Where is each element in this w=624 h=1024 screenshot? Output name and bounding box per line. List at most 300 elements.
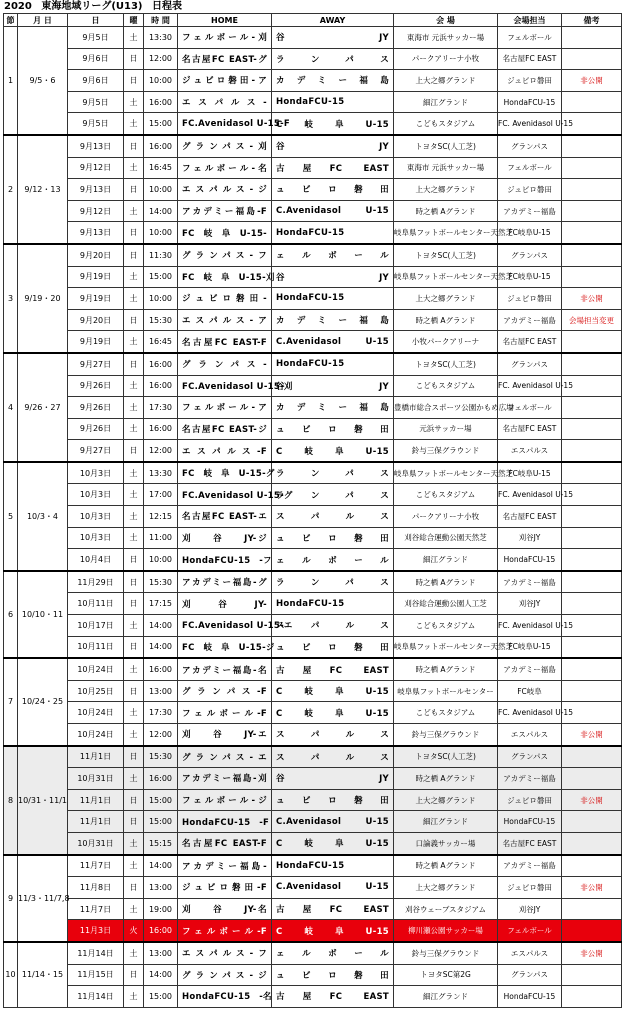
remarks [562, 506, 622, 528]
remarks [562, 353, 622, 375]
match-time: 15:00 [144, 113, 178, 135]
remarks [562, 832, 622, 854]
table-row [4, 898, 622, 920]
match-time: 13:30 [144, 462, 178, 484]
table-row [4, 179, 622, 201]
match-time: 14:00 [144, 964, 178, 986]
away-team: C 岐 阜 U-15 [272, 680, 394, 702]
away-team: カデミー福島 [272, 397, 394, 419]
match-date: 10月3日 [68, 527, 124, 549]
home-team: グランパス- [178, 353, 272, 375]
match-date: 11月7日 [68, 855, 124, 877]
venue: トヨタSC(人工芝) [394, 353, 498, 375]
match-weekday: 土 [124, 506, 144, 528]
table-row [4, 636, 622, 658]
remarks [562, 920, 622, 942]
round-number: 9 [4, 855, 18, 942]
away-team: C.Avenidasol U-15 [272, 811, 394, 833]
remarks [562, 91, 622, 113]
match-time: 15:15 [144, 832, 178, 854]
home-team: グランパス-ジ [178, 964, 272, 986]
venue: 東海市 元浜サッカー場 [394, 157, 498, 179]
round-number: 5 [4, 462, 18, 571]
venue: こどもスタジアム [394, 615, 498, 637]
match-weekday: 日 [124, 964, 144, 986]
match-time: 16:00 [144, 91, 178, 113]
away-team: ュビロ磐田 [272, 636, 394, 658]
match-weekday: 土 [124, 27, 144, 49]
home-team: アカデミー福島-名 [178, 658, 272, 680]
match-date: 9月12日 [68, 157, 124, 179]
table-row [4, 418, 622, 440]
match-date: 10月25日 [68, 680, 124, 702]
away-team: スパルス [272, 506, 394, 528]
venue-manager: HondaFCU-15 [498, 91, 562, 113]
home-team: HondaFCU-15 -フ [178, 549, 272, 571]
venue: 元浜サッカー場 [394, 418, 498, 440]
match-time: 17:30 [144, 397, 178, 419]
away-team: HondaFCU-15 [272, 288, 394, 310]
match-weekday: 土 [124, 898, 144, 920]
venue: 岐阜県フットボールセンター天然芝 [394, 266, 498, 288]
table-row [4, 113, 622, 135]
match-time: 14:00 [144, 615, 178, 637]
venue: 時之栖 Aグランド [394, 658, 498, 680]
home-team: FC.Avenidasol U-15-グ [178, 484, 272, 506]
table-row [4, 157, 622, 179]
match-time: 16:00 [144, 418, 178, 440]
match-time: 16:00 [144, 353, 178, 375]
round-number: 7 [4, 658, 18, 745]
home-team: グランパス-F [178, 680, 272, 702]
venue-manager: 名古屋FC EAST [498, 506, 562, 528]
home-team: FC 岐 阜 U-15-グ [178, 462, 272, 484]
table-row [4, 484, 622, 506]
home-team: 名古屋FC EAST-エ [178, 506, 272, 528]
venue-manager: アカデミー福島 [498, 768, 562, 790]
venue: 豊橋市総合スポーツ公園かもめ広場 [394, 397, 498, 419]
match-date: 9月5日 [68, 113, 124, 135]
match-weekday: 日 [124, 309, 144, 331]
venue-manager: 刈谷JY [498, 593, 562, 615]
match-date: 11月15日 [68, 964, 124, 986]
venue-manager: アカデミー福島 [498, 309, 562, 331]
home-team: 名古屋FC EAST-F [178, 331, 272, 353]
venue-manager: 刈谷JY [498, 898, 562, 920]
header-cell: 曜 [124, 14, 144, 27]
table-row [4, 353, 622, 375]
match-weekday: 日 [124, 636, 144, 658]
header-cell: 節 [4, 14, 18, 27]
home-team: エスパルス-ア [178, 309, 272, 331]
home-team: 刈 谷 JY-ジ [178, 527, 272, 549]
match-date: 9月19日 [68, 266, 124, 288]
match-weekday: 土 [124, 397, 144, 419]
away-team: カデミー福島 [272, 70, 394, 92]
home-team: エスパルス-フ [178, 942, 272, 964]
schedule-table [3, 13, 622, 1008]
venue-manager: グランパス [498, 353, 562, 375]
match-date: 10月4日 [68, 549, 124, 571]
match-weekday: 日 [124, 789, 144, 811]
round-number: 10 [4, 942, 18, 1007]
home-team: フェルボール-刈 [178, 27, 272, 49]
match-date: 9月20日 [68, 309, 124, 331]
match-time: 12:15 [144, 506, 178, 528]
home-team: HondaFCU-15 -F [178, 811, 272, 833]
remarks [562, 811, 622, 833]
match-date: 9月13日 [68, 135, 124, 157]
table-row [4, 309, 622, 331]
venue: 細江グランド [394, 986, 498, 1008]
remarks [562, 636, 622, 658]
table-row [4, 724, 622, 746]
table-row [4, 375, 622, 397]
remarks [562, 266, 622, 288]
table-row [4, 832, 622, 854]
round-dates: 10/3・4 [18, 462, 68, 571]
remarks [562, 331, 622, 353]
match-time: 13:00 [144, 680, 178, 702]
match-date: 10月3日 [68, 462, 124, 484]
match-time: 11:00 [144, 527, 178, 549]
match-date: 11月14日 [68, 942, 124, 964]
match-time: 10:00 [144, 222, 178, 244]
match-date: 10月24日 [68, 702, 124, 724]
venue: 鈴与三保グラウンド [394, 724, 498, 746]
round-dates: 9/26・27 [18, 353, 68, 462]
match-time: 15:00 [144, 986, 178, 1008]
match-time: 15:00 [144, 266, 178, 288]
home-team: 刈 谷 JY- [178, 593, 272, 615]
remarks [562, 898, 622, 920]
match-date: 10月11日 [68, 636, 124, 658]
home-team: 名古屋FC EAST-F [178, 832, 272, 854]
venue: 東海市 元浜サッカー場 [394, 27, 498, 49]
away-team: 谷 JY [272, 266, 394, 288]
away-team: C.Avenidasol U-15 [272, 200, 394, 222]
venue: 刈谷総合運動公園天然芝 [394, 527, 498, 549]
match-date: 10月31日 [68, 768, 124, 790]
home-team: グランパス-エ [178, 746, 272, 768]
remarks [562, 222, 622, 244]
page-title [4, 0, 188, 13]
match-time: 10:00 [144, 179, 178, 201]
away-team: スパルス [272, 746, 394, 768]
match-weekday: 土 [124, 986, 144, 1008]
home-team: フェルボール-F [178, 702, 272, 724]
match-weekday: 土 [124, 615, 144, 637]
away-team: C 岐 阜 U-15 [272, 702, 394, 724]
home-team: FC.Avenidasol U-15-刈 [178, 375, 272, 397]
home-team: アカデミー福島- [178, 855, 272, 877]
remarks [562, 986, 622, 1008]
table-row [4, 222, 622, 244]
table-row [4, 615, 622, 637]
home-team: アカデミー福島-F [178, 200, 272, 222]
header-cell: AWAY [272, 14, 394, 27]
home-team: HondaFCU-15 -名 [178, 986, 272, 1008]
venue: 柳川瀬公園サッカー場 [394, 920, 498, 942]
match-weekday: 土 [124, 418, 144, 440]
remarks [562, 48, 622, 70]
remarks [562, 571, 622, 593]
match-weekday: 土 [124, 855, 144, 877]
table-row [4, 397, 622, 419]
round-dates: 9/19・20 [18, 244, 68, 353]
match-date: 9月26日 [68, 397, 124, 419]
header-cell: 備考 [562, 14, 622, 27]
venue-manager: FC. Avenidasol U-15 [498, 375, 562, 397]
away-team: 谷 JY [272, 135, 394, 157]
table-row [4, 746, 622, 768]
away-team: C 岐 阜 U-15 [272, 832, 394, 854]
home-team: ジュビロ磐田-ア [178, 70, 272, 92]
venue-manager: ジュビロ磐田 [498, 789, 562, 811]
match-time: 16:45 [144, 157, 178, 179]
venue-manager: エスパルス [498, 724, 562, 746]
match-weekday: 日 [124, 811, 144, 833]
match-time: 15:30 [144, 746, 178, 768]
match-time: 15:30 [144, 571, 178, 593]
venue: 刈谷ウェーブスタジアム [394, 898, 498, 920]
away-team: C 岐 阜 U-15 [272, 440, 394, 462]
table-row [4, 877, 622, 899]
away-team: C 岐 阜 U-15 [272, 113, 394, 135]
table-row [4, 266, 622, 288]
remarks: 非公開 [562, 70, 622, 92]
venue-manager: FC. Avenidasol U-15 [498, 615, 562, 637]
match-time: 19:00 [144, 898, 178, 920]
table-row [4, 527, 622, 549]
venue-manager: 名古屋FC EAST [498, 832, 562, 854]
venue: 時之栖 Aグランド [394, 309, 498, 331]
venue-manager: 名古屋FC EAST [498, 331, 562, 353]
away-team: 古屋FC EAST [272, 986, 394, 1008]
match-date: 10月24日 [68, 658, 124, 680]
table-row [4, 789, 622, 811]
table-row [4, 331, 622, 353]
match-weekday: 日 [124, 48, 144, 70]
remarks: 非公開 [562, 942, 622, 964]
match-date: 9月5日 [68, 91, 124, 113]
remarks: 会場担当変更 [562, 309, 622, 331]
venue: 時之栖 Aグランド [394, 571, 498, 593]
home-team: 名古屋FC EAST-グ [178, 48, 272, 70]
away-team: スパルス [272, 724, 394, 746]
round-number: 3 [4, 244, 18, 353]
round-dates: 9/12・13 [18, 135, 68, 244]
match-time: 17:00 [144, 484, 178, 506]
venue-manager: エスパルス [498, 440, 562, 462]
match-date: 9月26日 [68, 418, 124, 440]
match-date: 11月14日 [68, 986, 124, 1008]
away-team: HondaFCU-15 [272, 222, 394, 244]
table-row [4, 48, 622, 70]
match-time: 13:30 [144, 27, 178, 49]
away-team: ュビロ磐田 [272, 964, 394, 986]
match-weekday: 土 [124, 942, 144, 964]
match-time: 12:00 [144, 48, 178, 70]
match-date: 11月7日 [68, 898, 124, 920]
venue: 細江グランド [394, 91, 498, 113]
match-time: 10:00 [144, 70, 178, 92]
table-row [4, 942, 622, 964]
home-team: エスパルス- [178, 91, 272, 113]
table-row [4, 964, 622, 986]
venue: 鈴与三保グラウンド [394, 440, 498, 462]
venue-manager: FC岐阜U-15 [498, 222, 562, 244]
venue: パークアリーナ小牧 [394, 48, 498, 70]
venue: 岐阜県フットボールセンター天然芝 [394, 636, 498, 658]
round-dates: 10/24・25 [18, 658, 68, 745]
venue: こどもスタジアム [394, 113, 498, 135]
away-team: C.Avenidasol U-15 [272, 331, 394, 353]
match-weekday: 土 [124, 724, 144, 746]
remarks [562, 157, 622, 179]
away-team: HondaFCU-15 [272, 91, 394, 113]
match-date: 10月3日 [68, 484, 124, 506]
venue-manager: HondaFCU-15 [498, 811, 562, 833]
match-time: 16:00 [144, 658, 178, 680]
header-cell: 会場担当 [498, 14, 562, 27]
home-team: フェルボール-名 [178, 157, 272, 179]
venue-manager: グランパス [498, 964, 562, 986]
table-row [4, 462, 622, 484]
match-weekday: 土 [124, 658, 144, 680]
remarks: 非公開 [562, 877, 622, 899]
match-weekday: 日 [124, 440, 144, 462]
venue-manager: FC岐阜U-15 [498, 636, 562, 658]
match-weekday: 日 [124, 680, 144, 702]
remarks [562, 462, 622, 484]
venue-manager: 名古屋FC EAST [498, 48, 562, 70]
table-row [4, 244, 622, 266]
match-date: 9月12日 [68, 200, 124, 222]
round-number: 6 [4, 571, 18, 658]
match-weekday: 土 [124, 157, 144, 179]
home-team: 刈 谷 JY-エ [178, 724, 272, 746]
round-dates: 10/10・11 [18, 571, 68, 658]
venue-manager: FC. Avenidasol U-15 [498, 702, 562, 724]
home-team: フェルボール-F [178, 920, 272, 942]
venue-manager: グランパス [498, 244, 562, 266]
match-time: 14:00 [144, 200, 178, 222]
table-row [4, 506, 622, 528]
venue-manager: フェルボール [498, 397, 562, 419]
remarks [562, 855, 622, 877]
remarks [562, 440, 622, 462]
round-dates: 11/3・11/7,8 [18, 855, 68, 942]
venue: 時之栖 Aグランド [394, 200, 498, 222]
home-team: フェルボール-ア [178, 397, 272, 419]
match-time: 11:30 [144, 244, 178, 266]
match-date: 11月1日 [68, 789, 124, 811]
home-team: フェルボール-ジ [178, 789, 272, 811]
venue: トヨタSC(人工芝) [394, 244, 498, 266]
match-time: 16:00 [144, 375, 178, 397]
remarks [562, 135, 622, 157]
away-team: ュビロ磐田 [272, 789, 394, 811]
round-dates: 9/5・6 [18, 27, 68, 135]
match-time: 16:00 [144, 135, 178, 157]
venue-manager: ジュビロ磐田 [498, 179, 562, 201]
match-date: 9月13日 [68, 179, 124, 201]
home-team: FC 岐 阜 U-15-ジ [178, 636, 272, 658]
match-weekday: 日 [124, 746, 144, 768]
match-weekday: 土 [124, 200, 144, 222]
match-weekday: 日 [124, 179, 144, 201]
match-time: 10:00 [144, 288, 178, 310]
match-date: 10月17日 [68, 615, 124, 637]
venue-manager: ジュビロ磐田 [498, 70, 562, 92]
venue: こどもスタジアム [394, 702, 498, 724]
venue-manager: ジュビロ磐田 [498, 288, 562, 310]
table-row [4, 855, 622, 877]
match-date: 11月29日 [68, 571, 124, 593]
venue-manager: グランパス [498, 135, 562, 157]
away-team: 谷 JY [272, 27, 394, 49]
match-weekday: 土 [124, 266, 144, 288]
match-weekday: 火 [124, 920, 144, 942]
home-team: エスパルス-F [178, 440, 272, 462]
table-row [4, 811, 622, 833]
home-team: 名古屋FC EAST-ジ [178, 418, 272, 440]
venue-manager: フェルボール [498, 27, 562, 49]
away-team: ュビロ磐田 [272, 179, 394, 201]
venue: 細江グランド [394, 811, 498, 833]
venue: 上大之郷グランド [394, 70, 498, 92]
home-team: FC 岐 阜 U-15-刈 [178, 266, 272, 288]
remarks [562, 27, 622, 49]
away-team: HondaFCU-15 [272, 353, 394, 375]
match-time: 15:00 [144, 789, 178, 811]
match-time: 13:00 [144, 877, 178, 899]
venue-manager: エスパルス [498, 942, 562, 964]
remarks [562, 658, 622, 680]
table-row [4, 91, 622, 113]
table-row [4, 200, 622, 222]
venue-manager: HondaFCU-15 [498, 549, 562, 571]
match-date: 11月8日 [68, 877, 124, 899]
away-team: ランパス [272, 462, 394, 484]
venue: パークアリーナ小牧 [394, 506, 498, 528]
match-weekday: 土 [124, 331, 144, 353]
match-time: 16:00 [144, 768, 178, 790]
remarks [562, 768, 622, 790]
match-weekday: 土 [124, 832, 144, 854]
away-team: C.Avenidasol U-15 [272, 877, 394, 899]
venue: トヨタSC第2G [394, 964, 498, 986]
match-date: 11月1日 [68, 746, 124, 768]
match-weekday: 土 [124, 462, 144, 484]
venue-manager: FC岐阜 [498, 680, 562, 702]
match-date: 10月24日 [68, 724, 124, 746]
match-time: 16:00 [144, 920, 178, 942]
remarks [562, 397, 622, 419]
away-team: ュビロ磐田 [272, 418, 394, 440]
table-row [4, 658, 622, 680]
venue: 口論義サッカー場 [394, 832, 498, 854]
round-dates: 11/14・15 [18, 942, 68, 1007]
schedule-body [4, 27, 622, 1008]
match-weekday: 土 [124, 768, 144, 790]
venue: 上大之郷グランド [394, 179, 498, 201]
match-time: 10:00 [144, 549, 178, 571]
away-team: ェルボール [272, 244, 394, 266]
home-team: グランパス-刈 [178, 135, 272, 157]
home-team: アカデミー福島-グ [178, 571, 272, 593]
